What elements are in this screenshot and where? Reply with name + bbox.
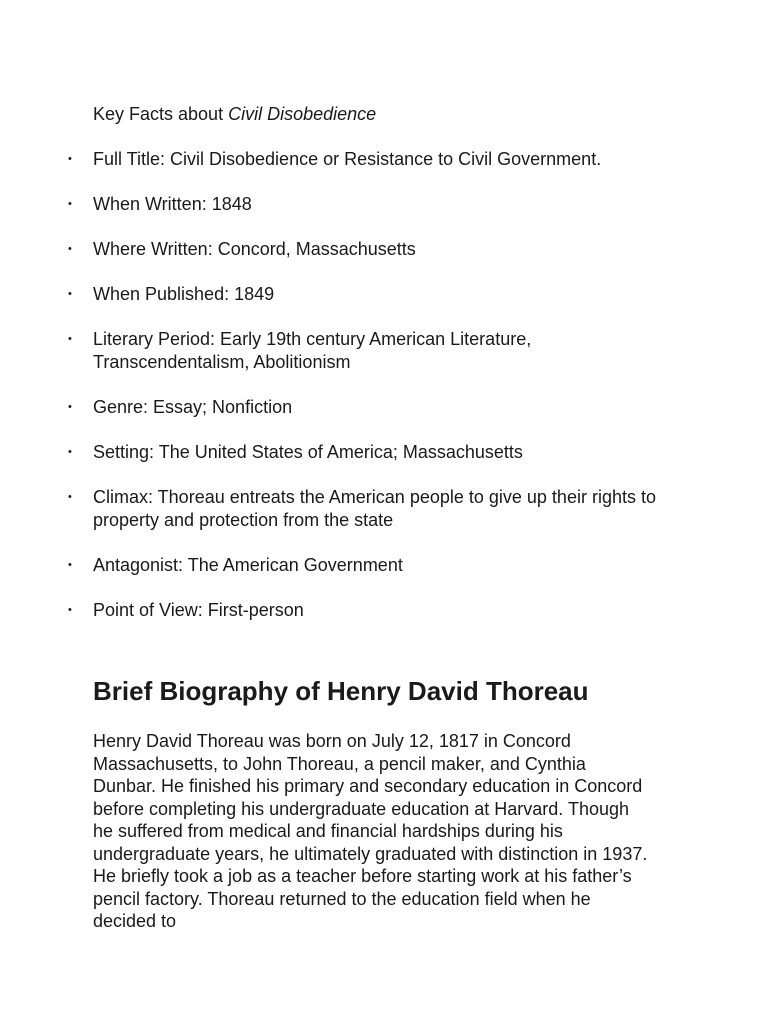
fact-text: When Written: 1848	[93, 194, 252, 214]
bullet-icon: •	[68, 559, 72, 571]
fact-text: When Published: 1849	[93, 284, 275, 304]
fact-text: Setting: The United States of America; Massachusetts	[93, 442, 523, 462]
fact-text: Point of View: First-person	[93, 600, 304, 620]
fact-where-written	[0, 238, 768, 261]
fact-when-published	[0, 283, 768, 306]
fact-full-title	[0, 148, 768, 171]
bullet-icon: •	[68, 604, 72, 616]
bullet-icon: •	[68, 446, 72, 458]
fact-text: Antagonist: The American Government	[93, 555, 403, 575]
bullet-icon: •	[68, 491, 72, 503]
fact-point-of-view	[0, 599, 768, 622]
fact-literary-period	[0, 328, 768, 374]
fact-climax	[0, 486, 768, 532]
bullet-icon: •	[68, 198, 72, 210]
fact-text: Full Title: Civil Disobedience or Resistance to Civil Government.	[93, 149, 602, 169]
key-facts-list	[0, 148, 768, 644]
key-facts-heading	[93, 103, 376, 126]
biography-paragraph: Henry David Thoreau was born on July 12, 1817 in Concord Massachusetts, to John Thoreau, a pencil maker, and Cynthia Dunbar. He finished his primary and secondary education in Concord before completing his undergraduate education at Harvard. Though he suffered from medical and financial hardships during his undergraduate years, he ultimately graduated with distinction in 1937. He briefly took a job as a teacher before starting work at his father’s pencil factory. Thoreau returned to the education field when he decided to	[93, 731, 648, 931]
key-facts-heading-title: Civil Disobedience	[228, 104, 377, 124]
key-facts-heading-prefix: Key Facts about	[93, 104, 229, 124]
fact-genre	[0, 396, 768, 419]
biography-title: Brief Biography of Henry David Thoreau	[93, 676, 589, 706]
fact-text: Climax: Thoreau entreats the American people to give up their rights to property and protection from the state	[93, 487, 656, 530]
fact-text: Genre: Essay; Nonfiction	[93, 397, 293, 417]
bullet-icon: •	[68, 153, 72, 165]
fact-text: Where Written: Concord, Massachusetts	[93, 239, 416, 259]
fact-antagonist	[0, 554, 768, 577]
bullet-icon: •	[68, 401, 72, 413]
fact-setting	[0, 441, 768, 464]
bullet-icon: •	[68, 243, 72, 255]
fact-text: Literary Period: Early 19th century American Literature, Transcendentalism, Abolitionism	[93, 329, 532, 372]
fact-when-written	[0, 193, 768, 216]
bullet-icon: •	[68, 333, 72, 345]
bullet-icon: •	[68, 288, 72, 300]
